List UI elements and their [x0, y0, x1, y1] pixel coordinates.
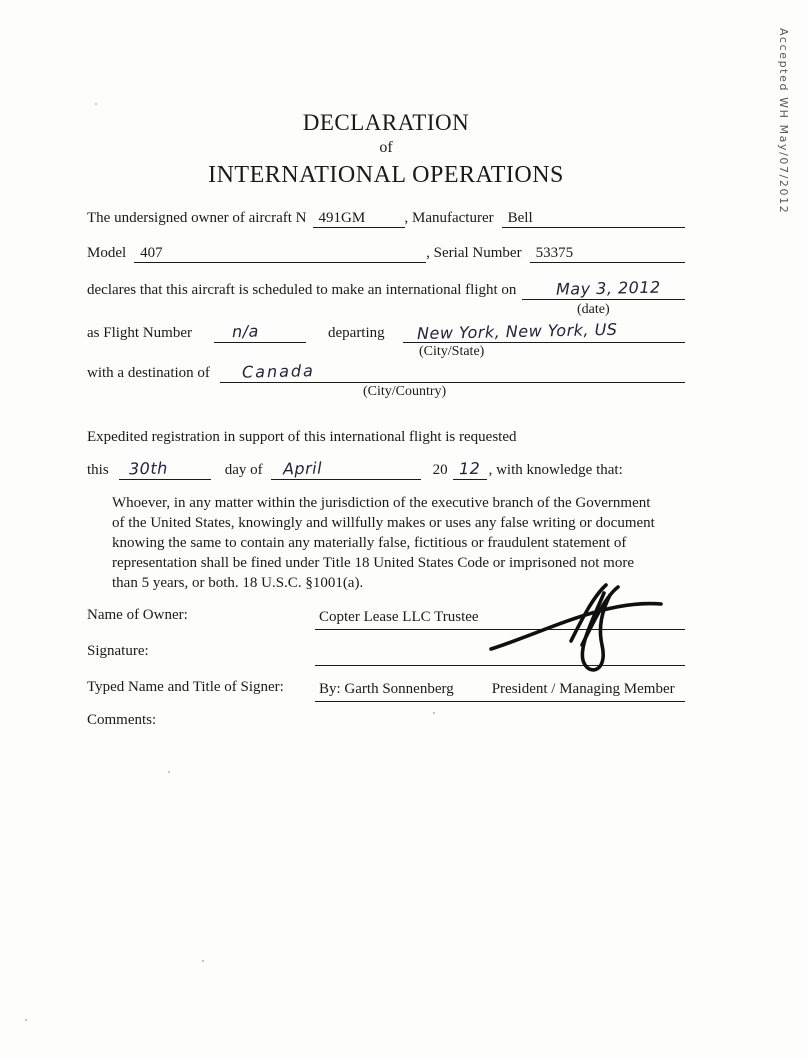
form-row-flight-number — [87, 319, 685, 344]
form-row-aircraft — [87, 210, 685, 228]
flight-date-handwritten-value: May 3, 2012 — [556, 277, 662, 299]
typed-title-value: President / Managing Member — [491, 681, 675, 697]
scan-speck — [202, 960, 204, 962]
city-state-caption: (City/State) — [419, 344, 485, 359]
signature-label: Signature: — [87, 643, 149, 659]
acceptance-stamp-text: Accepted WH May/07/2012 — [777, 28, 790, 215]
scan-speck — [25, 1019, 27, 1021]
manufacturer-field — [502, 210, 685, 228]
flight-number-field — [214, 322, 306, 343]
signature-scrawl — [487, 583, 665, 675]
year-prefix-label: 20 — [432, 462, 448, 478]
expedited-statement — [87, 429, 685, 446]
destination-label: with a destination of — [87, 365, 210, 381]
serial-number-value: 53375 — [535, 245, 574, 261]
form-row-model — [87, 245, 685, 263]
serial-number-field — [530, 245, 685, 263]
this-label: this — [87, 462, 109, 478]
typed-name-field — [315, 681, 685, 702]
comments-label: Comments: — [87, 712, 157, 728]
title-line-2: of — [379, 139, 393, 157]
flight-number-handwritten-value: n/a — [231, 321, 260, 342]
title-line-3: INTERNATIONAL OPERATIONS — [208, 161, 564, 188]
model-label: Model — [87, 245, 127, 261]
scan-speck — [95, 103, 97, 105]
destination-field — [220, 362, 685, 383]
form-row-flight-date — [87, 279, 685, 300]
signature-stroke-loop — [582, 593, 610, 670]
typed-name-label: Typed Name and Title of Signer: — [87, 679, 284, 695]
date-caption: (date) — [577, 302, 610, 317]
city-country-caption: (City/Country) — [363, 384, 447, 399]
expedited-statement-text: Expedited registration in support of this international flight is requested — [87, 429, 517, 445]
year-handwritten-value: 12 — [458, 458, 481, 479]
title-line-1: DECLARATION — [302, 110, 470, 135]
departing-handwritten-value: New York, New York, US — [416, 319, 618, 344]
scan-speck — [168, 771, 170, 773]
signature-stroke-sweep — [491, 604, 661, 649]
destination-handwritten-value: Canada — [241, 361, 315, 382]
flight-number-label: as Flight Number — [87, 325, 192, 341]
aircraft-n-field — [313, 210, 405, 228]
document-title — [87, 110, 685, 189]
day-of-label: day of — [224, 462, 263, 478]
departing-field — [403, 319, 685, 344]
month-handwritten-value: April — [282, 458, 322, 479]
manufacturer-label: , Manufacturer — [404, 210, 494, 226]
aircraft-n-label: The undersigned owner of aircraft N — [87, 210, 307, 226]
day-handwritten-value: 30th — [128, 458, 168, 479]
legal-warning-paragraph: Whoever, in any matter within the jurisdiction of the executive branch of the Government of the United States, knowingly and willfully makes or uses any false writing or document knowing the same to contain any materially false, fictitious or fraudulent statement of representation shall be fined under Title 18 United States Code or imprisoned not more than 5 years, or both. 18 U.S.C. §1001(a). — [112, 495, 655, 591]
flight-date-field — [522, 279, 685, 300]
serial-number-label: , Serial Number — [426, 245, 522, 261]
model-value: 407 — [140, 245, 163, 261]
year-field — [453, 459, 487, 480]
scan-speck — [433, 712, 435, 714]
flight-date-label: declares that this aircraft is scheduled to make an international flight on — [87, 282, 517, 298]
form-row-dateline — [87, 459, 685, 480]
comments-row — [87, 712, 685, 729]
departing-label: departing — [328, 325, 385, 341]
aircraft-n-value: 491GM — [318, 210, 366, 226]
manufacturer-value: Bell — [507, 210, 533, 226]
owner-name-value: Copter Lease LLC Trustee — [319, 609, 479, 625]
typed-name-value: By: Garth Sonnenberg — [319, 681, 454, 697]
model-field — [134, 245, 426, 263]
day-field — [119, 459, 211, 480]
knowledge-label: , with knowledge that: — [488, 462, 623, 478]
owner-name-label: Name of Owner: — [87, 607, 188, 623]
form-row-destination — [87, 362, 685, 383]
month-field — [271, 459, 421, 480]
